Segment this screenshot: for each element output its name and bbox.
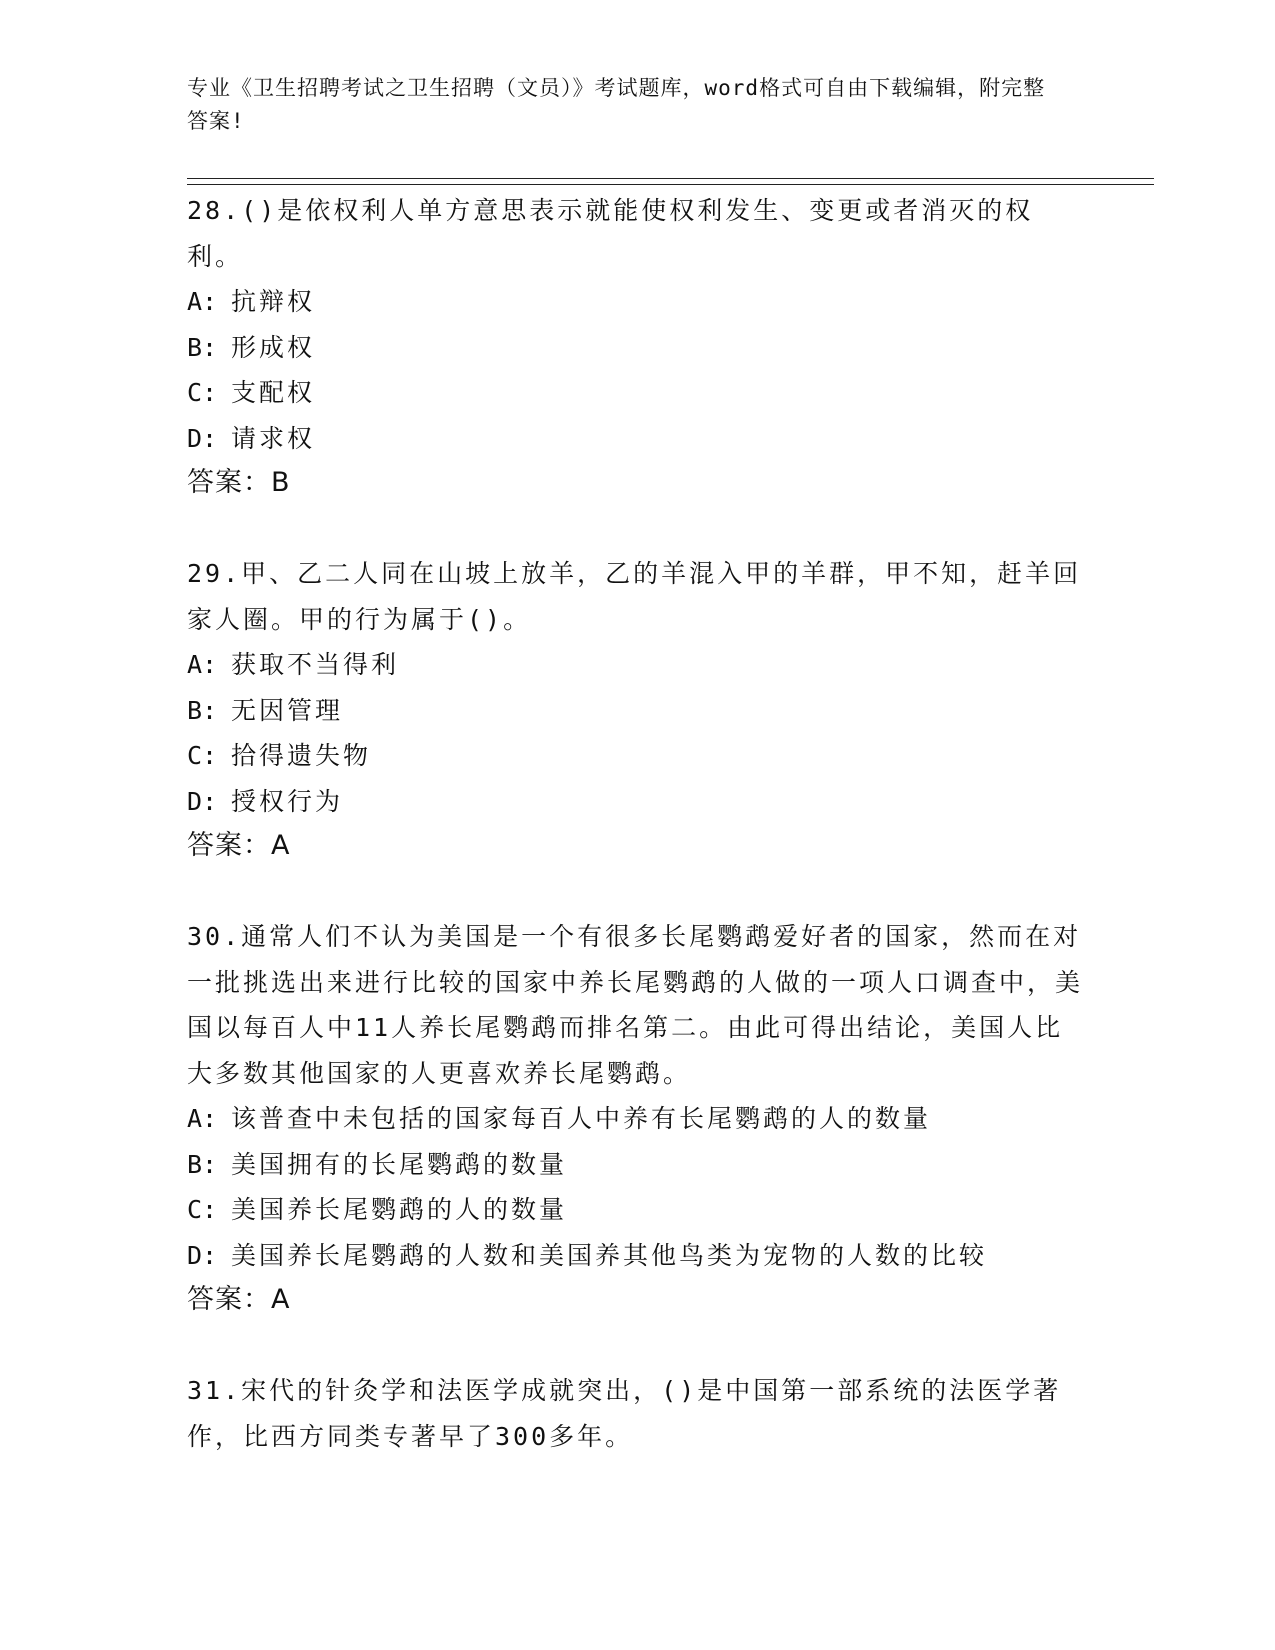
option-a <box>187 642 1087 688</box>
question-stem: 31.宋代的针灸学和法医学成就突出，()是中国第一部系统的法医学著作，比西方同类专著早了300多年。 <box>187 1376 1062 1451</box>
question-stem: 30.通常人们不认为美国是一个有很多长尾鹦鹉爱好者的国家，然而在对一批挑选出来进行比较的国家中养长尾鹦鹉的人做的一项人口调查中，美国以每百人中11人养长尾鹦鹉而排名第二。由此可得出结论，美国人比大多数其他国家的人更喜欢养长尾鹦鹉。 <box>187 922 1084 1088</box>
answer-line <box>187 1278 1087 1322</box>
option-text: 支配权 <box>231 378 316 407</box>
option-key: B: <box>187 1149 218 1179</box>
option-text: 拾得遗失物 <box>231 741 372 770</box>
question-29 <box>187 551 1087 868</box>
option-text: 美国养长尾鹦鹉的人的数量 <box>231 1195 568 1224</box>
option-key: C: <box>187 741 218 770</box>
question-31 <box>187 1368 1087 1459</box>
option-text: 获取不当得利 <box>231 650 400 679</box>
header-rule-top <box>187 178 1154 179</box>
option-text: 抗辩权 <box>231 287 316 316</box>
option-c <box>187 370 1087 416</box>
answer-line <box>187 824 1087 868</box>
question-stem: 28.()是依权利人单方意思表示就能使权利发生、变更或者消灭的权利。 <box>187 196 1034 271</box>
option-text: 授权行为 <box>231 786 344 816</box>
header-note: 专业《卫生招聘考试之卫生招聘（文员）》考试题库，word格式可自由下载编辑，附完整答案! <box>187 76 1046 133</box>
question-30 <box>187 914 1087 1322</box>
question-list <box>187 188 1087 1505</box>
option-text: 无因管理 <box>231 695 344 725</box>
answer-value: A <box>271 830 291 861</box>
option-key: D: <box>187 1240 218 1270</box>
option-text: 形成权 <box>231 332 316 362</box>
option-key: C: <box>187 1195 218 1224</box>
option-c <box>187 733 1087 779</box>
header-rule-bottom <box>187 184 1154 185</box>
option-key: B: <box>187 332 218 362</box>
answer-prefix: 答案： <box>187 830 271 861</box>
answer-line <box>187 461 1087 505</box>
option-key: C: <box>187 378 218 407</box>
question-28 <box>187 188 1087 505</box>
answer-value: A <box>271 1284 291 1315</box>
option-a <box>187 279 1087 325</box>
option-key: A: <box>187 287 218 316</box>
option-text: 美国养长尾鹦鹉的人数和美国养其他鸟类为宠物的人数的比较 <box>231 1240 988 1270</box>
option-text: 请求权 <box>231 423 316 453</box>
option-c <box>187 1187 1087 1233</box>
option-text: 美国拥有的长尾鹦鹉的数量 <box>231 1149 568 1179</box>
option-d <box>187 1233 1087 1279</box>
answer-prefix: 答案： <box>187 1284 271 1315</box>
option-d <box>187 416 1087 462</box>
option-text: 该普查中未包括的国家每百人中养有长尾鹦鹉的人的数量 <box>231 1104 932 1133</box>
option-key: D: <box>187 786 218 816</box>
answer-value: B <box>271 467 291 498</box>
option-key: A: <box>187 1104 218 1133</box>
option-key: B: <box>187 695 218 725</box>
option-b <box>187 688 1087 734</box>
question-stem: 29.甲、乙二人同在山坡上放羊，乙的羊混入甲的羊群，甲不知，赶羊回家人圈。甲的行为属于()。 <box>187 559 1082 634</box>
option-a <box>187 1096 1087 1142</box>
option-d <box>187 779 1087 825</box>
answer-prefix: 答案： <box>187 467 271 498</box>
option-b <box>187 1142 1087 1188</box>
option-b <box>187 325 1087 371</box>
option-key: A: <box>187 650 218 679</box>
option-key: D: <box>187 423 218 453</box>
